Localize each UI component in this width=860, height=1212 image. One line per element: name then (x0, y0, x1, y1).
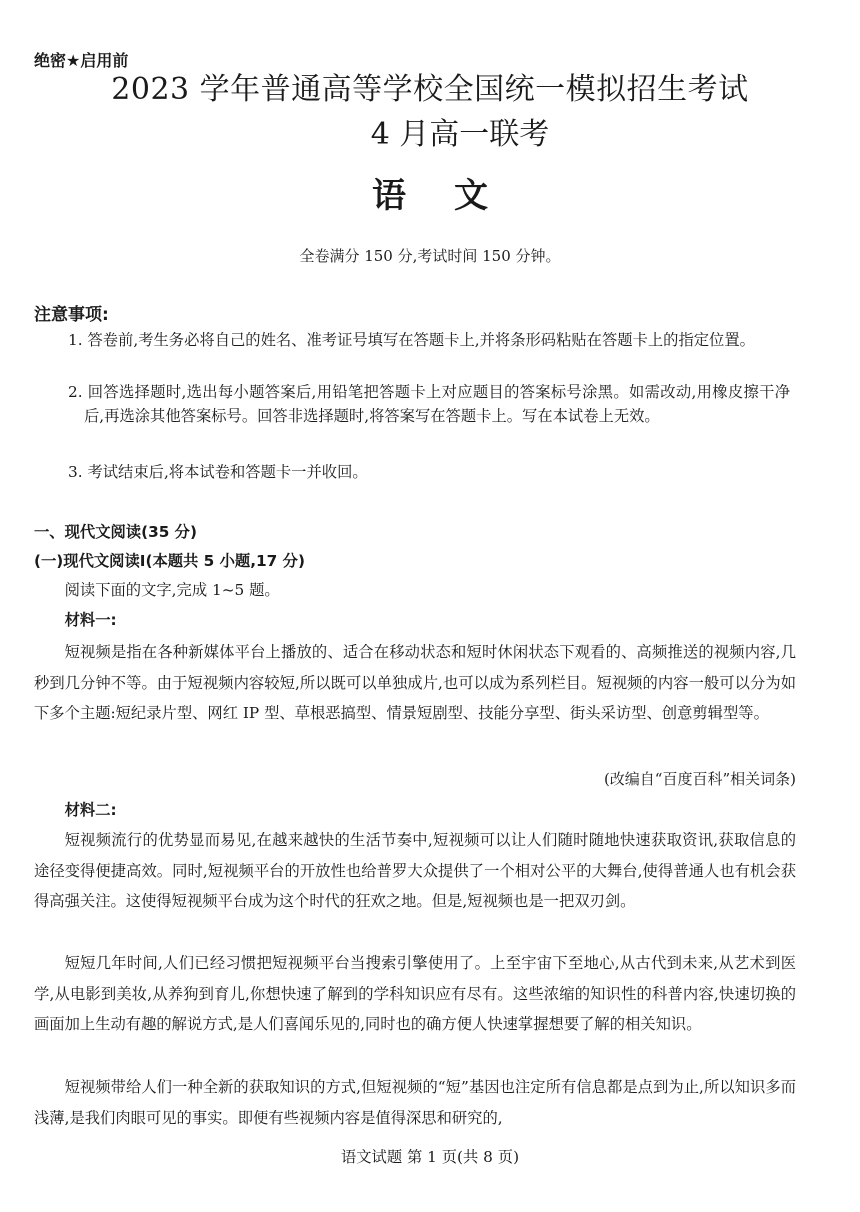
material-1-label: 材料一: (64, 611, 117, 629)
notice-item-text: 1. 答卷前,考生务必将自己的姓名、准考证号填写在答题卡上,并将条形码粘贴在答题卡上的指定位置。 (68, 331, 755, 349)
notice-heading: 注意事项: (34, 305, 109, 325)
notice-item-text: 3. 考试结束后,将本试卷和答题卡一并收回。 (68, 463, 368, 481)
material-2-paragraph-2: 短短几年时间,人们已经习惯把短视频平台当搜索引擎使用了。上至宇宙下至地心,从古代到未来,从艺术到医学,从电影到美妆,从养狗到育儿,你想快速了解到的学科知识应有尽有。这些浓缩的知识性的科普内容,快速切换的画面加上生动有趣的解说方式,是人们喜闻乐见的,同时也的确方便人快速掌握想要了解的相关知识。 (34, 954, 796, 1033)
notice-item-1 (68, 328, 790, 352)
material-2-label: 材料二: (64, 801, 117, 819)
page-footer: 语文试题 第 1 页(共 8 页) (340, 1148, 520, 1166)
exam-title: 2023 学年普通高等学校全国统一模拟招生考试 (111, 72, 749, 107)
full-score-note: 全卷满分 150 分,考试时间 150 分钟。 (299, 247, 561, 265)
confidential-label: 绝密★启用前 (34, 51, 129, 70)
subject-title: 语文 (372, 176, 536, 216)
notice-item-3 (68, 460, 790, 484)
section-title: 一、现代文阅读(35 分) (34, 523, 197, 541)
material-2-paragraph-3: 短视频带给人们一种全新的获取知识的方式,但短视频的“短”基因也注定所有信息都是点到为止,所以知识多而浅薄,是我们肉眼可见的事实。即便有些视频内容是值得深思和研究的, (34, 1078, 796, 1127)
material-1-text: 短视频是指在各种新媒体平台上播放的、适合在移动状态和短时休闲状态下观看的、高频推送的视频内容,几秒到几分钟不等。由于短视频内容较短,所以既可以单独成片,也可以成为系列栏目。短视频的内容一般可以分为如下多个主题:短纪录片型、网红 IP 型、草根恶搞型、情景短剧型、技能分享型、街头采访型、创意剪辑型等。 (34, 643, 796, 722)
material-1-source: (改编自“百度百科”相关词条) (603, 770, 796, 788)
notice-item-text: 2. 回答选择题时,选出每小题答案后,用铅笔把答题卡上对应题目的答案标号涂黑。如需改动,用橡皮擦干净后,再选涂其他答案标号。回答非选择题时,将答案写在答题卡上。写在本试卷上无效。 (68, 383, 790, 425)
material-2-paragraph-1: 短视频流行的优势显而易见,在越来越快的生活节奏中,短视频可以让人们随时随地快速获取资讯,获取信息的途径变得便捷高效。同时,短视频平台的开放性也给普罗大众提供了一个相对公平的大舞台,使得普通人也有机会获得高强关注。这使得短视频平台成为这个时代的狂欢之地。但是,短视频也是一把双刃剑。 (34, 831, 796, 910)
subsection-title: (一)现代文阅读Ⅰ(本题共 5 小题,17 分) (34, 552, 305, 570)
notice-item-2 (68, 380, 790, 428)
exam-subtitle: 4 月高一联考 (370, 117, 550, 152)
reading-instruction: 阅读下面的文字,完成 1~5 题。 (64, 581, 280, 599)
